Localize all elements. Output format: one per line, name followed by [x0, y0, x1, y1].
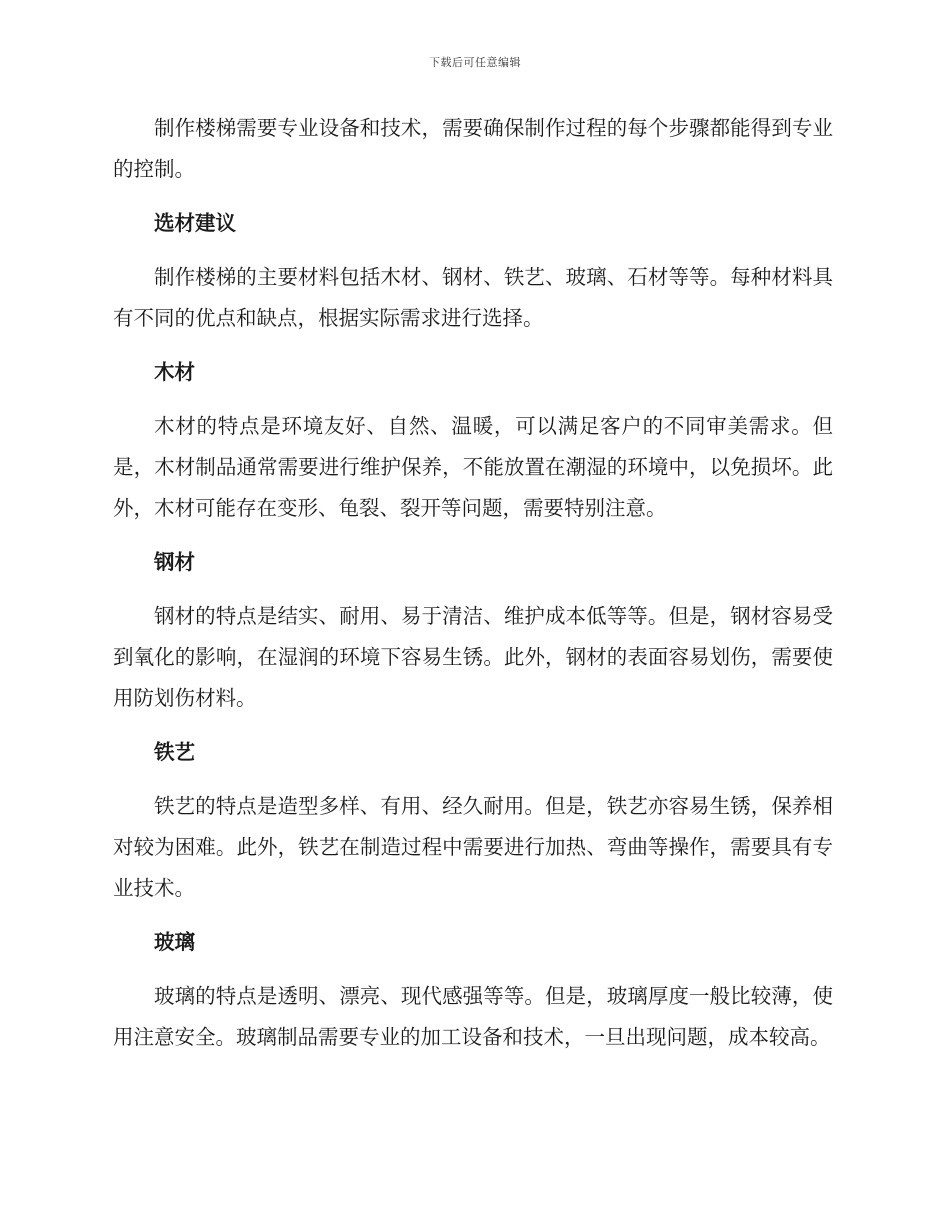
section-heading-material-advice: 选材建议 [154, 211, 236, 235]
intro-paragraph: 制作楼梯需要专业设备和技术，需要确保制作过程的每个步骤都能得到专业的控制。 [113, 116, 833, 181]
document-body [113, 108, 833, 1058]
page-header: 下载后可任意编辑 [429, 56, 521, 69]
wrought-iron-paragraph: 铁艺的特点是造型多样、有用、经久耐用。但是，铁艺亦容易生锈，保养相对较为困难。此外，铁艺在制造过程中需要进行加热、弯曲等操作，需要具有专业技术。 [113, 794, 833, 900]
material-overview-paragraph: 制作楼梯的主要材料包括木材、钢材、铁艺、玻璃、石材等等。每种材料具有不同的优点和缺点，根据实际需求进行选择。 [113, 265, 833, 330]
section-heading-wrought-iron: 铁艺 [154, 740, 195, 764]
section-heading-glass: 玻璃 [154, 930, 195, 954]
steel-paragraph: 钢材的特点是结实、耐用、易于清洁、维护成本低等等。但是，钢材容易受到氧化的影响，在湿润的环境下容易生锈。此外，钢材的表面容易划伤，需要使用防划伤材料。 [113, 604, 833, 710]
glass-paragraph: 玻璃的特点是透明、漂亮、现代感强等等。但是，玻璃厚度一般比较薄，使用注意安全。玻璃制品需要专业的加工设备和技术，一旦出现问题，成本较高。 [113, 984, 833, 1049]
wood-paragraph: 木材的特点是环境友好、自然、温暖，可以满足客户的不同审美需求。但是，木材制品通常需要进行维护保养，不能放置在潮湿的环境中，以免损坏。此外，木材可能存在变形、龟裂、裂开等问题，需要特别注意。 [113, 414, 833, 520]
section-heading-wood: 木材 [154, 360, 195, 384]
section-heading-steel: 钢材 [154, 550, 195, 574]
